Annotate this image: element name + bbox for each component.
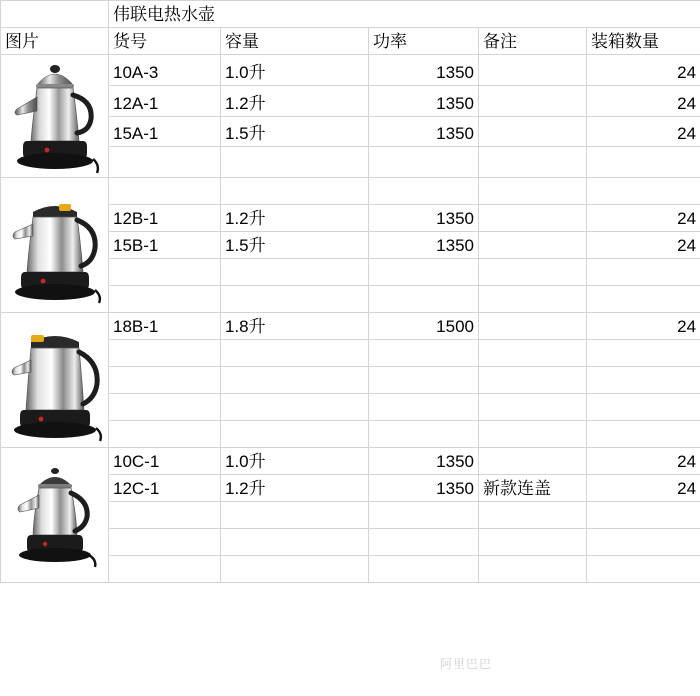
cell-capacity: [221, 394, 369, 421]
cell-quantity: 24: [587, 475, 700, 502]
cell-code: 12B-1: [109, 205, 221, 232]
cell-quantity: [587, 178, 700, 205]
kettle-image-wrap-a: [5, 55, 104, 177]
cell-capacity: 1.0升: [221, 448, 369, 475]
kettle-photo-c: [1, 313, 109, 448]
title-spacer: [1, 1, 109, 28]
cell-quantity: [587, 394, 700, 421]
cell-quantity: [587, 286, 700, 313]
kettle-photo-d: [1, 448, 109, 583]
cell-power: [369, 529, 479, 556]
cell-note: [479, 147, 587, 178]
cell-capacity: [221, 340, 369, 367]
cell-note: [479, 556, 587, 583]
cell-power: 1350: [369, 116, 479, 147]
table-header-row: [1, 28, 700, 55]
cell-capacity: [221, 502, 369, 529]
cell-code: [109, 502, 221, 529]
cell-code: [109, 147, 221, 178]
cell-capacity: [221, 529, 369, 556]
cell-note: [479, 394, 587, 421]
cell-quantity: 24: [587, 448, 700, 475]
cell-note: [479, 85, 587, 116]
table-row: [1, 55, 700, 86]
cell-code: [109, 421, 221, 448]
cell-quantity: [587, 421, 700, 448]
cell-power: [369, 556, 479, 583]
cell-note: [479, 259, 587, 286]
cell-quantity: [587, 367, 700, 394]
cell-capacity: 1.0升: [221, 55, 369, 86]
cell-quantity: [587, 147, 700, 178]
cell-note: [479, 205, 587, 232]
cell-power: 1500: [369, 313, 479, 340]
cell-capacity: [221, 556, 369, 583]
cell-capacity: 1.2升: [221, 205, 369, 232]
cell-capacity: 1.2升: [221, 85, 369, 116]
header-power: 功率: [369, 28, 479, 55]
cell-power: 1350: [369, 475, 479, 502]
cell-quantity: 24: [587, 232, 700, 259]
cell-power: [369, 421, 479, 448]
cell-quantity: [587, 259, 700, 286]
cell-note: [479, 55, 587, 86]
cell-quantity: 24: [587, 313, 700, 340]
cell-capacity: 1.2升: [221, 475, 369, 502]
cell-capacity: 1.5升: [221, 232, 369, 259]
cell-quantity: [587, 556, 700, 583]
cell-code: 12A-1: [109, 85, 221, 116]
cell-quantity: [587, 529, 700, 556]
cell-capacity: 1.8升: [221, 313, 369, 340]
cell-power: [369, 367, 479, 394]
cell-power: [369, 394, 479, 421]
title-row: [1, 1, 700, 28]
cell-note: 新款连盖: [479, 475, 587, 502]
watermark-text: 阿里巴巴: [440, 657, 493, 671]
kettle-icon-a: [7, 55, 103, 177]
cell-note: [479, 448, 587, 475]
cell-code: [109, 259, 221, 286]
cell-note: [479, 116, 587, 147]
cell-code: [109, 529, 221, 556]
cell-power: 1350: [369, 448, 479, 475]
cell-note: [479, 340, 587, 367]
kettle-image-wrap-d: [5, 448, 104, 582]
cell-power: [369, 340, 479, 367]
cell-power: 1350: [369, 205, 479, 232]
cell-quantity: 24: [587, 55, 700, 86]
kettle-icon-c: [7, 316, 103, 444]
cell-capacity: [221, 147, 369, 178]
cell-quantity: 24: [587, 116, 700, 147]
cell-power: [369, 178, 479, 205]
cell-note: [479, 421, 587, 448]
cell-quantity: 24: [587, 205, 700, 232]
cell-code: 15B-1: [109, 232, 221, 259]
cell-note: [479, 232, 587, 259]
header-capacity: 容量: [221, 28, 369, 55]
cell-code: [109, 286, 221, 313]
cell-code: 18B-1: [109, 313, 221, 340]
cell-power: [369, 147, 479, 178]
header-code: 货号: [109, 28, 221, 55]
header-quantity: 装箱数量: [587, 28, 700, 55]
cell-power: [369, 259, 479, 286]
cell-note: [479, 367, 587, 394]
kettle-image-wrap-c: [5, 313, 104, 447]
table-row: [1, 448, 700, 475]
cell-code: [109, 178, 221, 205]
kettle-photo-a: [1, 55, 109, 178]
document-title: 伟联电热水壶: [109, 1, 700, 28]
cell-note: [479, 313, 587, 340]
cell-capacity: 1.5升: [221, 116, 369, 147]
kettle-photo-b: [1, 178, 109, 313]
cell-power: 1350: [369, 85, 479, 116]
cell-code: [109, 340, 221, 367]
cell-capacity: [221, 367, 369, 394]
cell-note: [479, 178, 587, 205]
table-row: [1, 178, 700, 205]
header-image: 图片: [1, 28, 109, 55]
cell-code: [109, 367, 221, 394]
cell-quantity: 24: [587, 85, 700, 116]
cell-power: 1350: [369, 55, 479, 86]
cell-power: 1350: [369, 232, 479, 259]
cell-quantity: [587, 502, 700, 529]
cell-power: [369, 502, 479, 529]
table-row: [1, 313, 700, 340]
cell-quantity: [587, 340, 700, 367]
kettle-image-wrap-b: [5, 178, 104, 312]
cell-capacity: [221, 178, 369, 205]
cell-capacity: [221, 286, 369, 313]
cell-code: 10C-1: [109, 448, 221, 475]
cell-code: 12C-1: [109, 475, 221, 502]
cell-note: [479, 502, 587, 529]
header-note: 备注: [479, 28, 587, 55]
cell-capacity: [221, 259, 369, 286]
cell-power: [369, 286, 479, 313]
cell-code: 15A-1: [109, 116, 221, 147]
cell-capacity: [221, 421, 369, 448]
cell-code: [109, 556, 221, 583]
cell-code: [109, 394, 221, 421]
kettle-icon-b: [7, 184, 103, 306]
cell-code: 10A-3: [109, 55, 221, 86]
cell-note: [479, 529, 587, 556]
kettle-icon-d: [7, 455, 103, 575]
cell-note: [479, 286, 587, 313]
